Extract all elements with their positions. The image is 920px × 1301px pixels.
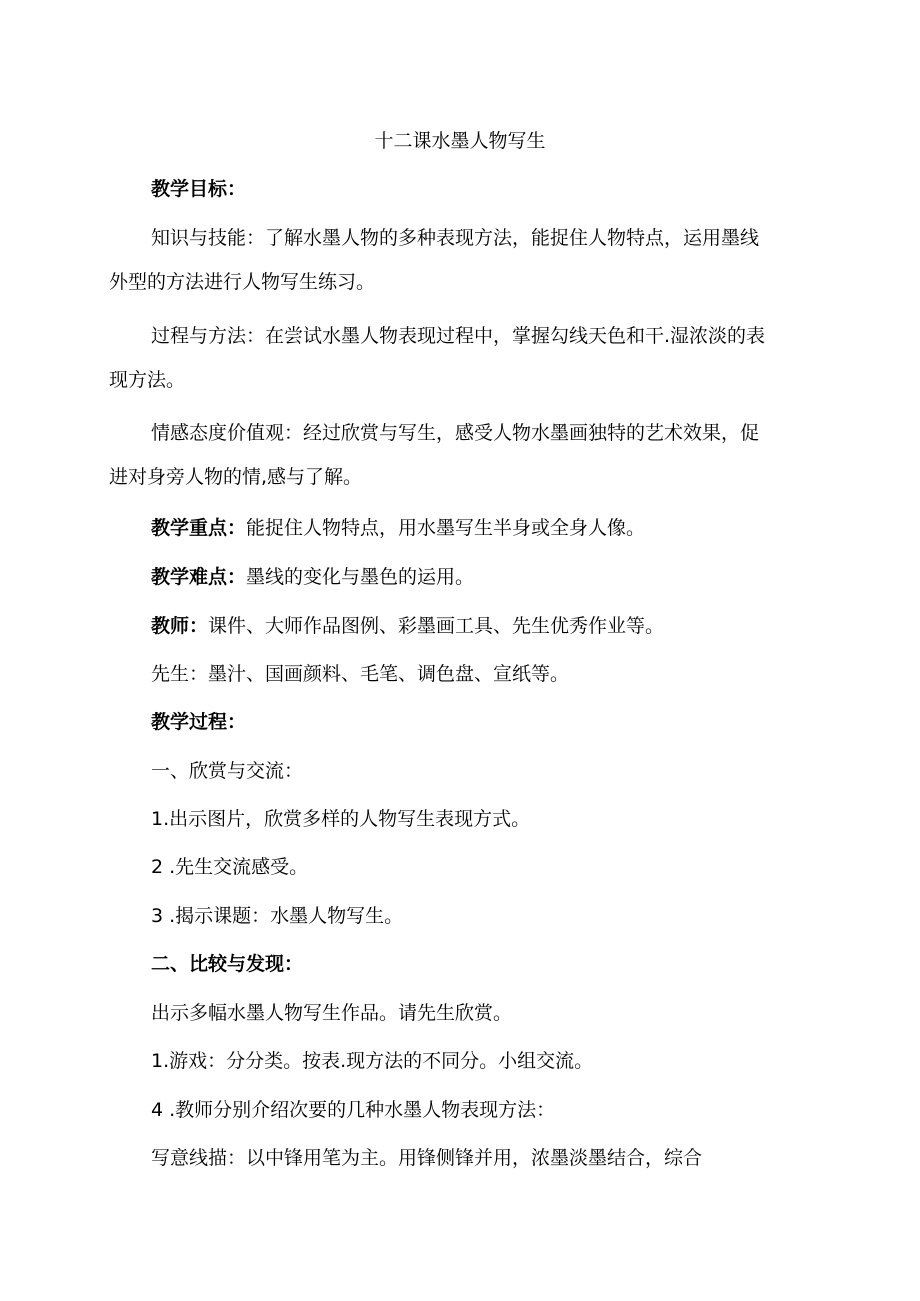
teacher-text: 课件、大师作品图例、彩墨画工具、先生优秀作业等。: [208, 615, 665, 637]
emotion-line-1: 情感态度价值观：经过欣赏与写生，感受人物水墨画独特的艺术效果，促: [151, 422, 760, 444]
difficulty-label: 教学难点：: [151, 566, 247, 588]
game-step: 1.游戏：分分类。按表.现方法的不同分。小组交流。: [151, 1050, 594, 1072]
section2-intro: 出示多幅水墨人物写生作品。请先生欣赏。: [151, 1002, 513, 1024]
knowledge-line-2: 外型的方法进行人物写生练习。: [109, 271, 376, 293]
section1-heading: 一、欣赏与交流：: [151, 760, 304, 782]
objectives-heading: 教学目标：: [151, 178, 247, 200]
difficulty-line: [151, 564, 474, 590]
step-1: 1.出示图片，欣赏多样的人物写生表现方式。: [151, 808, 531, 830]
step-4: 4 .教师分别介绍次要的几种水墨人物表现方法：: [151, 1099, 556, 1121]
key-point-text: 能捉住人物特点，用水墨写生半身或全身人像。: [246, 517, 646, 539]
difficulty-text: 墨线的变化与墨色的运用。: [246, 566, 475, 588]
teacher-line: [151, 613, 664, 639]
step-2: 2 .先生交流感受。: [151, 856, 309, 878]
process-method-line-2: 现方法。: [109, 369, 186, 391]
section2-heading: 二、比较与发现：: [151, 953, 304, 975]
document-title: 十二课水墨人物写生: [374, 130, 546, 152]
teacher-label: 教师：: [151, 615, 209, 637]
key-point-line: [151, 515, 645, 541]
student-line: 先生：墨汁、国画颜料、毛笔、调色盘、宣纸等。: [151, 663, 570, 685]
emotion-line-2: 进对身旁人物的情,感与了解。: [109, 466, 363, 488]
process-method-line-1: 过程与方法：在尝试水墨人物表现过程中，掌握勾线天色和干.湿浓淡的表: [151, 325, 766, 347]
step-3: 3 .揭示课题：水墨人物写生。: [151, 905, 404, 927]
key-point-label: 教学重点：: [151, 517, 247, 539]
process-heading: 教学过程：: [151, 711, 247, 733]
knowledge-line-1: 知识与技能：了解水墨人物的多种表现方法，能捉住人物特点，运用墨线: [151, 227, 760, 249]
sketch-line: 写意线描：以中锋用笔为主。用锋侧锋并用，浓墨淡墨结合，综合: [151, 1147, 703, 1169]
